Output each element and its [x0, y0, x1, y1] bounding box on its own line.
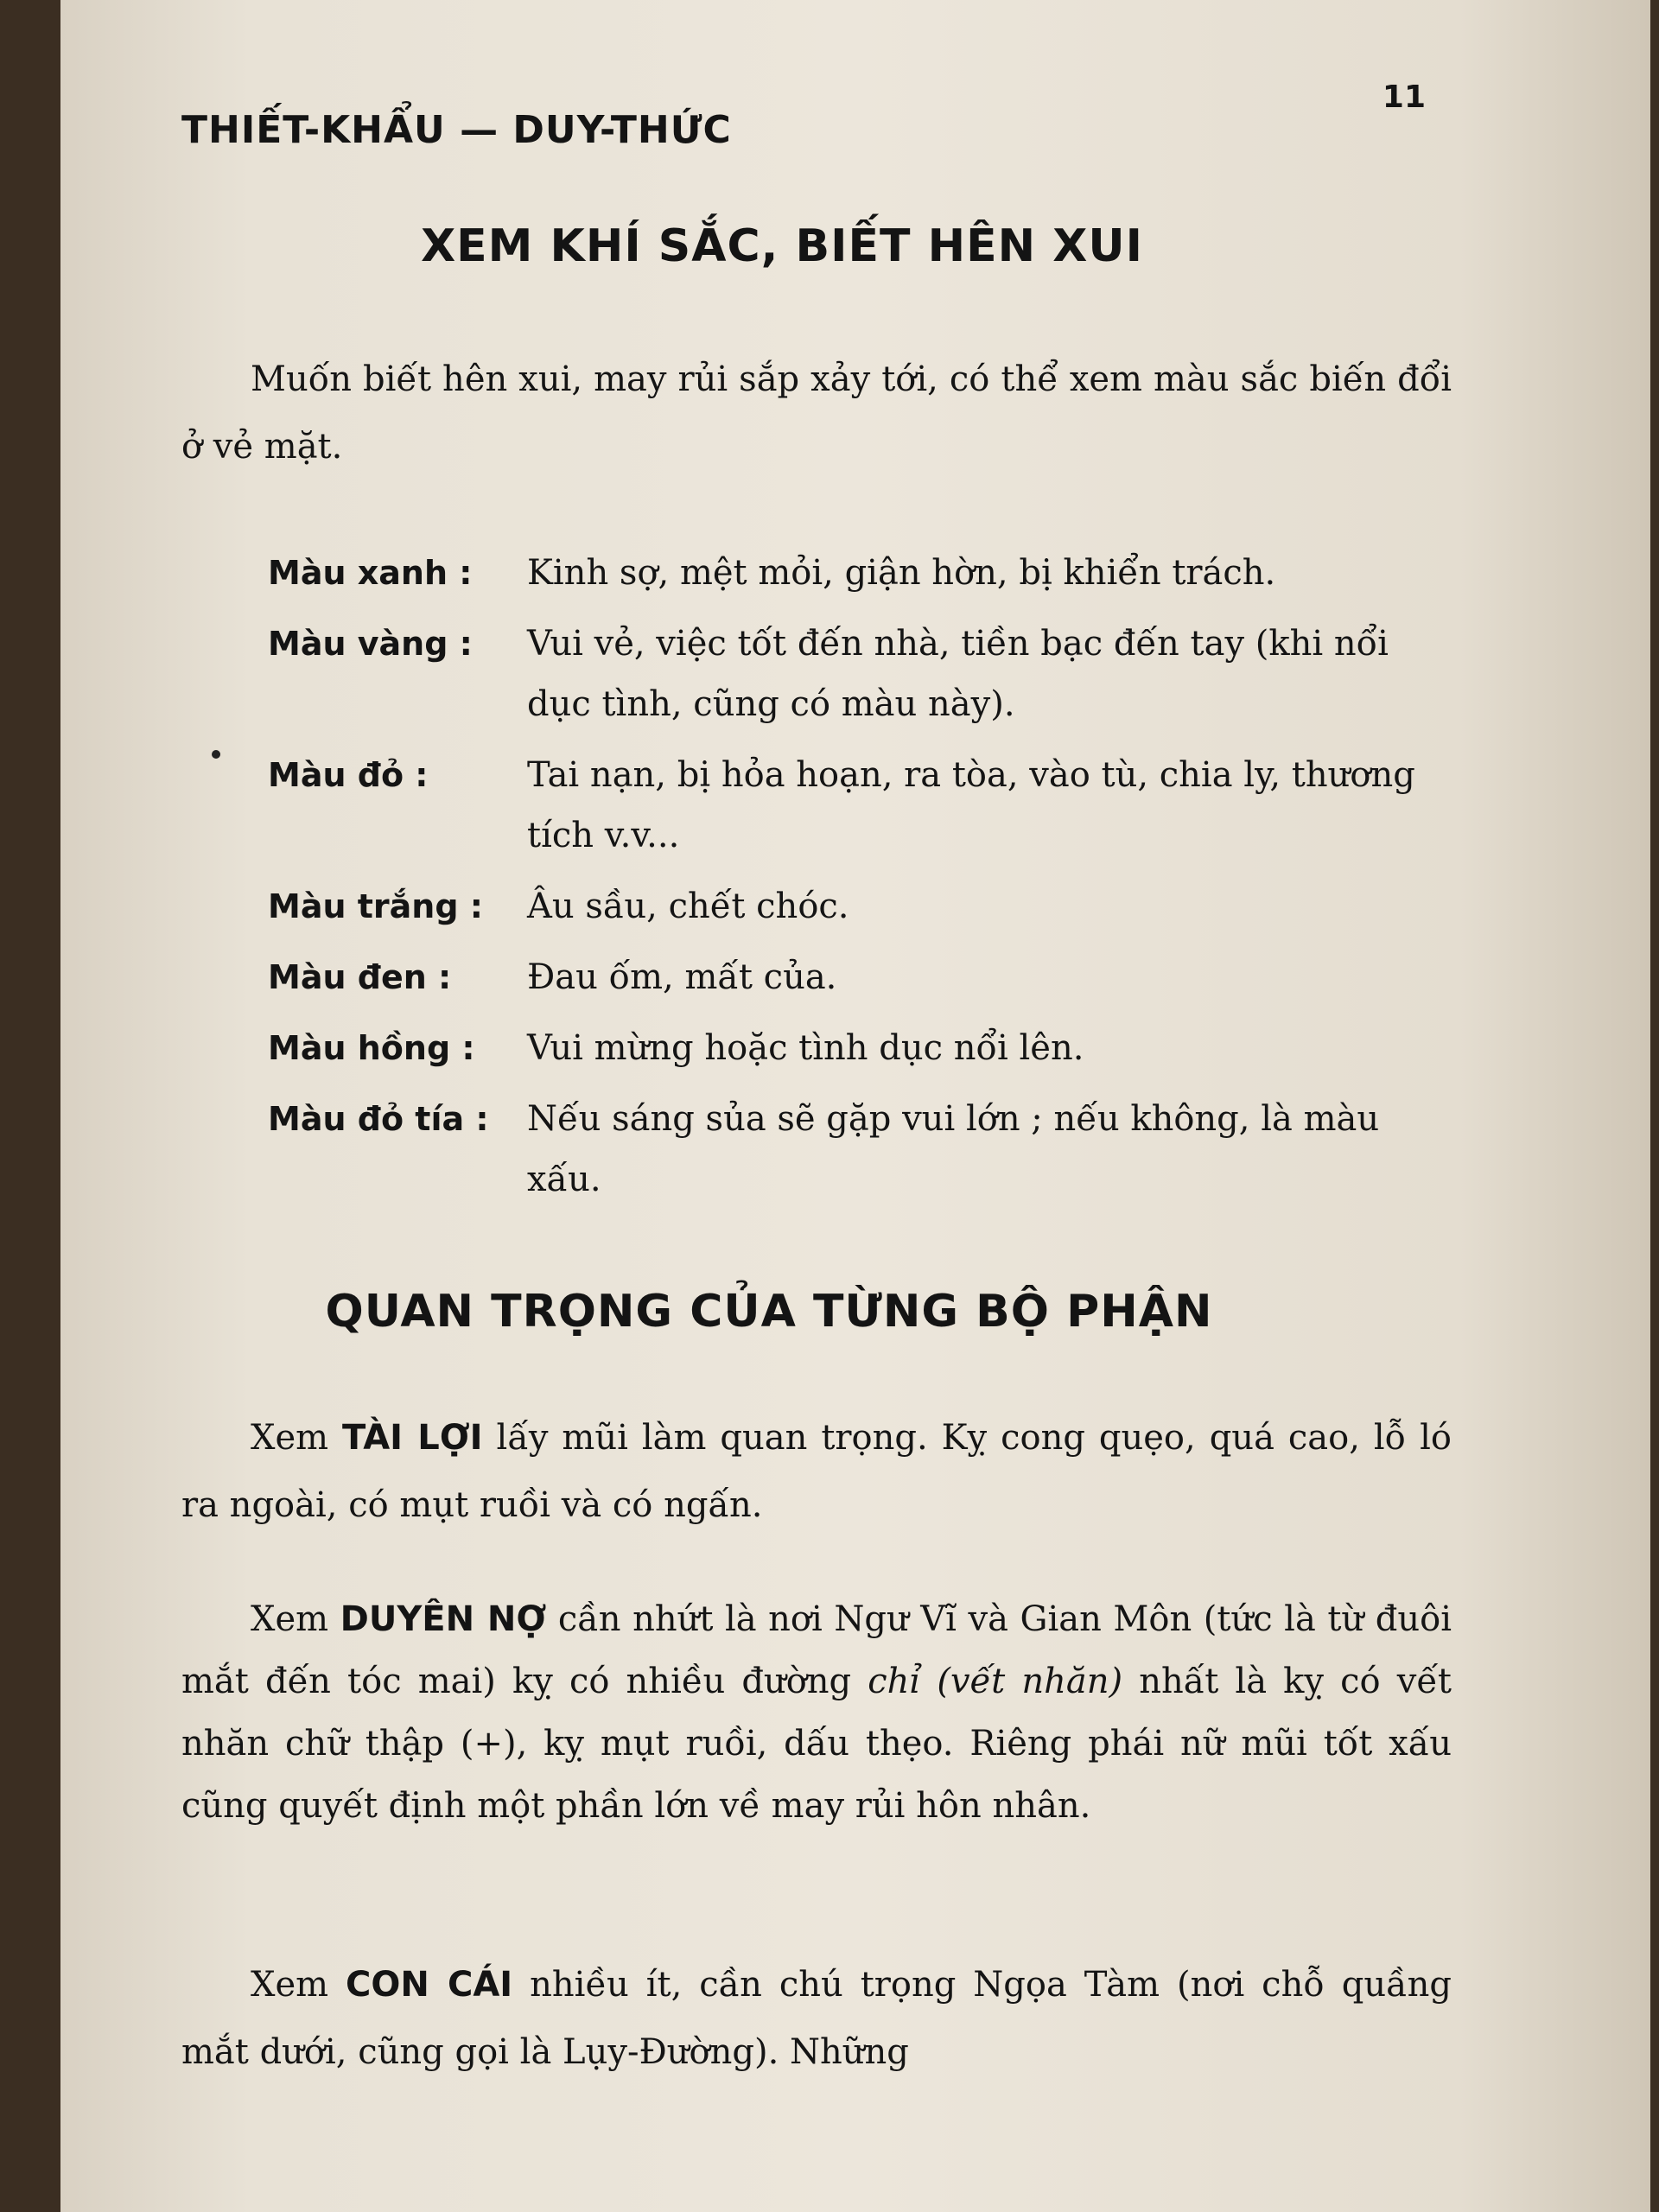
color-meaning: Tai nạn, bị hỏa hoạn, ra tòa, vào tù, chia ly, thương tích v.v...: [527, 755, 1415, 855]
duyen-no-post: nhất là kỵ có vết nhăn chữ thập (+), kỵ mụt ruồi, dấu thẹo. Riêng phái nữ mũi tốt xấu cũng quyết định một phần lớn về may rủi hôn nhân.: [181, 1662, 1452, 1826]
color-label: Màu vàng :: [268, 625, 473, 663]
running-head: THIẾT-KHẨU — DUY-THỨC: [181, 108, 732, 152]
con-cai-keyword: CON CÁI: [346, 1965, 513, 2005]
duyen-no-italic: chỉ (vết nhăn): [868, 1662, 1123, 1701]
color-row-do: [268, 745, 1443, 866]
color-label: Màu xanh :: [268, 554, 473, 592]
section-heading-khi-sac: XEM KHÍ SẮC, BIẾT HÊN XUI: [421, 220, 1143, 272]
color-meaning: Kinh sợ, mệt mỏi, giận hờn, bị khiển trách.: [527, 553, 1276, 593]
color-row-xanh: [268, 543, 1443, 603]
duyen-no-pre: Xem: [251, 1599, 340, 1639]
duyen-no-mid: cần nhứt là nơi Ngư Vĩ và Gian Môn (tức là từ đuôi mắt đến tóc mai) kỵ có nhiều đường: [181, 1599, 1452, 1701]
color-label: Màu đỏ :: [268, 756, 429, 794]
print-speck: [212, 750, 220, 759]
color-label: Màu đen :: [268, 958, 452, 996]
intro-text: Muốn biết hên xui, may rủi sắp xảy tới, có thể xem màu sắc biến đổi ở vẻ mặt.: [181, 359, 1452, 467]
color-label: Màu đỏ tía :: [268, 1100, 489, 1138]
book-page: [60, 0, 1650, 2212]
intro-paragraph: [181, 346, 1452, 480]
con-cai-paragraph: [181, 1951, 1452, 2086]
tai-loi-post: lấy mũi làm quan trọng. Kỵ cong quẹo, quá cao, lỗ ló ra ngoài, có mụt ruồi và có ngấn.: [181, 1418, 1452, 1525]
section-heading-bo-phan: QUAN TRỌNG CỦA TỪNG BỘ PHẬN: [325, 1286, 1213, 1338]
color-label: Màu hồng :: [268, 1029, 475, 1067]
tai-loi-keyword: TÀI LỢI: [342, 1418, 483, 1458]
con-cai-pre: Xem: [251, 1965, 346, 2005]
color-row-trang: [268, 876, 1443, 937]
color-meaning: Vui mừng hoặc tình dục nổi lên.: [527, 1028, 1084, 1068]
con-cai-post: nhiều ít, cần chú trọng Ngọa Tàm (nơi chỗ quầng mắt dưới, cũng gọi là Lụy-Đường). Những: [181, 1965, 1452, 2072]
color-row-den: [268, 947, 1443, 1007]
color-meaning: Nếu sáng sủa sẽ gặp vui lớn ; nếu không, là màu xấu.: [527, 1099, 1380, 1199]
duyen-no-keyword: DUYÊN NỢ: [340, 1599, 547, 1639]
tai-loi-pre: Xem: [251, 1418, 343, 1458]
color-meaning-list: [268, 543, 1443, 1220]
color-row-hong: [268, 1018, 1443, 1078]
tai-loi-paragraph: [181, 1404, 1452, 1539]
color-row-do-tia: [268, 1089, 1443, 1210]
color-meaning: Đau ốm, mất của.: [527, 957, 837, 997]
color-meaning: Âu sầu, chết chóc.: [527, 887, 849, 926]
color-meaning: Vui vẻ, việc tốt đến nhà, tiền bạc đến tay (khi nổi dục tình, cũng có màu này).: [527, 624, 1389, 724]
page-number: 11: [1382, 79, 1426, 115]
color-label: Màu trắng :: [268, 887, 483, 925]
duyen-no-paragraph: [181, 1588, 1452, 1837]
color-row-vang: [268, 613, 1443, 734]
